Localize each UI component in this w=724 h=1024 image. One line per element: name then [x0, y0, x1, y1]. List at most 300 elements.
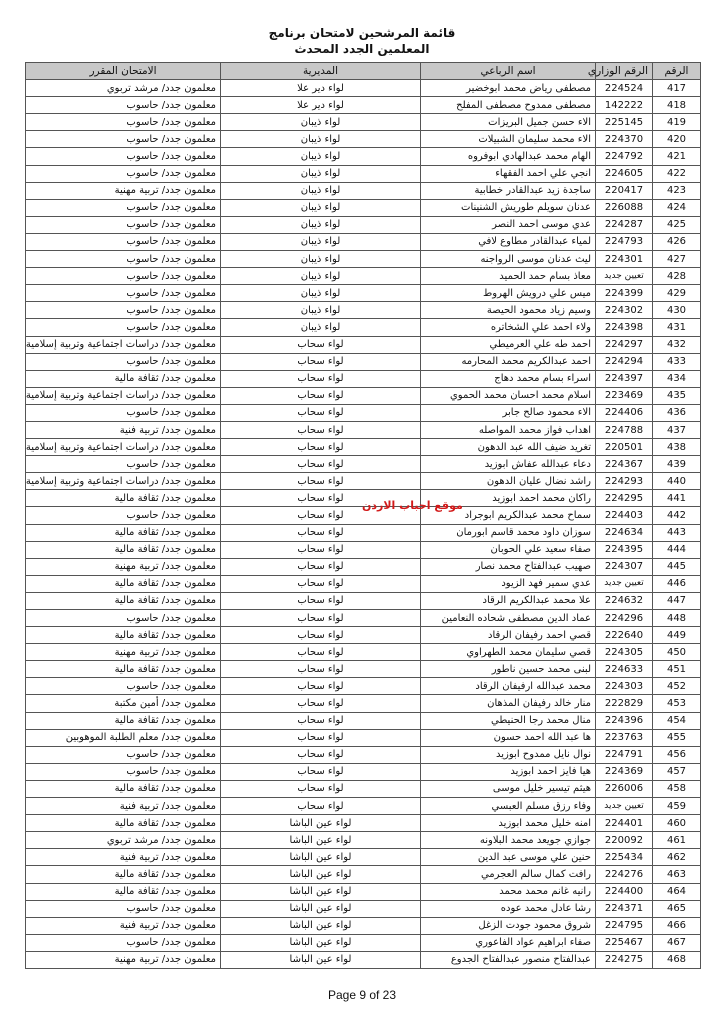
national-id-cell: 224401: [596, 815, 653, 832]
exam-cell: معلمون جدد/ ثقافة مالية: [26, 712, 221, 729]
national-id-cell: 224398: [596, 319, 653, 336]
directorate-cell: لواء سحاب: [221, 678, 421, 695]
national-id-cell: 224795: [596, 917, 653, 934]
exam-cell: معلمون جدد/ حاسوب: [26, 900, 221, 917]
national-id-cell: 220501: [596, 439, 653, 456]
row-number-cell: 452: [653, 678, 701, 695]
candidate-name-cell: ميس علي درويش الهروط: [421, 285, 596, 302]
table-row: [26, 148, 701, 165]
directorate-cell: لواء سحاب: [221, 627, 421, 644]
national-id-cell: 226006: [596, 780, 653, 797]
exam-cell: معلمون جدد/ معلم الطلبة الموهوبين: [26, 729, 221, 746]
directorate-cell: لواء سحاب: [221, 490, 421, 507]
table-row: [26, 268, 701, 285]
exam-cell: معلمون جدد/ حاسوب: [26, 199, 221, 216]
exam-cell: معلمون جدد/ ثقافة مالية: [26, 883, 221, 900]
directorate-cell: لواء ذيبان: [221, 148, 421, 165]
candidate-name-cell: وسيم زياد محمود الحيصة: [421, 302, 596, 319]
candidate-name-cell: الاء محمود صالح جابر: [421, 404, 596, 421]
row-number-cell: 438: [653, 439, 701, 456]
candidate-name-cell: سوزان داود محمد قاسم ابورمان: [421, 524, 596, 541]
row-number-cell: 424: [653, 199, 701, 216]
directorate-cell: لواء سحاب: [221, 473, 421, 490]
row-number-cell: 427: [653, 251, 701, 268]
table-row: [26, 199, 701, 216]
exam-cell: معلمون جدد/ مرشد تربوي: [26, 832, 221, 849]
row-number-cell: 455: [653, 729, 701, 746]
exam-cell: معلمون جدد/ حاسوب: [26, 353, 221, 370]
national-id-cell: 220092: [596, 832, 653, 849]
exam-cell: معلمون جدد/ حاسوب: [26, 319, 221, 336]
table-row: [26, 114, 701, 131]
row-number-cell: 450: [653, 644, 701, 661]
table-row: [26, 336, 701, 353]
column-header-national-id: الرقم الوزاري: [596, 63, 653, 80]
candidate-name-cell: عدي موسى احمد النصر: [421, 216, 596, 233]
directorate-cell: لواء سحاب: [221, 763, 421, 780]
row-number-cell: 448: [653, 610, 701, 627]
directorate-cell: لواء سحاب: [221, 712, 421, 729]
row-number-cell: 426: [653, 233, 701, 250]
directorate-cell: لواء عين الباشا: [221, 815, 421, 832]
exam-cell: معلمون جدد/ ثقافة مالية: [26, 592, 221, 609]
exam-cell: معلمون جدد/ تربية فنية: [26, 917, 221, 934]
row-number-cell: 464: [653, 883, 701, 900]
directorate-cell: لواء سحاب: [221, 524, 421, 541]
candidate-name-cell: عبدالفتاح منصور عبدالفتاح الجدوع: [421, 951, 596, 968]
row-number-cell: 444: [653, 541, 701, 558]
candidate-name-cell: احمد عبدالكريم محمد المحارمه: [421, 353, 596, 370]
row-number-cell: 453: [653, 695, 701, 712]
row-number-cell: 422: [653, 165, 701, 182]
candidate-name-cell: شروق محمود جودت الزغل: [421, 917, 596, 934]
national-id-cell: 223469: [596, 387, 653, 404]
table-row: [26, 695, 701, 712]
national-id-cell: 224295: [596, 490, 653, 507]
row-number-cell: 463: [653, 866, 701, 883]
table-row: [26, 592, 701, 609]
exam-cell: معلمون جدد/ حاسوب: [26, 97, 221, 114]
table-row: [26, 319, 701, 336]
directorate-cell: لواء ذيبان: [221, 319, 421, 336]
exam-cell: معلمون جدد/ مرشد تربوي: [26, 80, 221, 97]
national-id-cell: 224395: [596, 541, 653, 558]
national-id-cell: 224303: [596, 678, 653, 695]
national-id-cell: 224791: [596, 746, 653, 763]
exam-cell: معلمون جدد/ حاسوب: [26, 934, 221, 951]
row-number-cell: 433: [653, 353, 701, 370]
exam-cell: معلمون جدد/ دراسات اجتماعية وتربية إسلامية: [26, 387, 221, 404]
row-number-cell: 465: [653, 900, 701, 917]
table-row: [26, 439, 701, 456]
directorate-cell: لواء عين الباشا: [221, 849, 421, 866]
table-row: [26, 558, 701, 575]
table-row: [26, 610, 701, 627]
row-number-cell: 459: [653, 798, 701, 815]
row-number-cell: 439: [653, 456, 701, 473]
exam-cell: معلمون جدد/ تربية فنية: [26, 849, 221, 866]
exam-cell: معلمون جدد/ ثقافة مالية: [26, 815, 221, 832]
table-row: [26, 917, 701, 934]
table-row: [26, 746, 701, 763]
row-number-cell: 432: [653, 336, 701, 353]
candidate-name-cell: ليث عدنان موسى الرواجنه: [421, 251, 596, 268]
table-row: [26, 951, 701, 968]
row-number-cell: 421: [653, 148, 701, 165]
national-id-cell: 224301: [596, 251, 653, 268]
row-number-cell: 447: [653, 592, 701, 609]
exam-cell: معلمون جدد/ حاسوب: [26, 268, 221, 285]
table-row: [26, 815, 701, 832]
directorate-cell: لواء سحاب: [221, 558, 421, 575]
directorate-cell: لواء ذيبان: [221, 131, 421, 148]
directorate-cell: لواء دير علا: [221, 80, 421, 97]
row-number-cell: 454: [653, 712, 701, 729]
national-id-cell: 224634: [596, 524, 653, 541]
row-number-cell: 456: [653, 746, 701, 763]
directorate-cell: لواء سحاب: [221, 695, 421, 712]
document-title: قائمة المرشحين لامتحان برنامج: [268, 26, 456, 40]
column-header-directorate: المديرية: [221, 63, 421, 80]
exam-cell: معلمون جدد/ ثقافة مالية: [26, 575, 221, 592]
candidate-name-cell: صفاء سعيد علي الحوبان: [421, 541, 596, 558]
directorate-cell: لواء سحاب: [221, 439, 421, 456]
table-row: [26, 353, 701, 370]
candidate-name-cell: ساجدة زيد عبدالقادر خطابية: [421, 182, 596, 199]
exam-cell: معلمون جدد/ حاسوب: [26, 678, 221, 695]
exam-cell: معلمون جدد/ حاسوب: [26, 404, 221, 421]
exam-cell: معلمون جدد/ حاسوب: [26, 456, 221, 473]
directorate-cell: لواء ذيبان: [221, 199, 421, 216]
directorate-cell: لواء ذيبان: [221, 233, 421, 250]
candidate-name-cell: راكان محمد احمد ابوزيد: [421, 490, 596, 507]
table-row: [26, 763, 701, 780]
national-id-cell: 224399: [596, 285, 653, 302]
row-number-cell: 461: [653, 832, 701, 849]
table-row: [26, 575, 701, 592]
candidate-name-cell: اهداب فواز محمد المواصله: [421, 421, 596, 438]
national-id-cell: 224367: [596, 456, 653, 473]
row-number-cell: 425: [653, 216, 701, 233]
exam-cell: معلمون جدد/ تربية فنية: [26, 421, 221, 438]
table-row: [26, 285, 701, 302]
national-id-cell: 224287: [596, 216, 653, 233]
candidate-name-cell: معاذ بسام حمد الحميد: [421, 268, 596, 285]
exam-cell: معلمون جدد/ حاسوب: [26, 114, 221, 131]
row-number-cell: 434: [653, 370, 701, 387]
row-number-cell: 418: [653, 97, 701, 114]
exam-cell: معلمون جدد/ حاسوب: [26, 610, 221, 627]
exam-cell: معلمون جدد/ دراسات اجتماعية وتربية إسلامية: [26, 336, 221, 353]
table-row: [26, 131, 701, 148]
national-id-cell: تعيين جديد: [596, 798, 653, 815]
table-row: [26, 900, 701, 917]
table-row: [26, 97, 701, 114]
row-number-cell: 446: [653, 575, 701, 592]
exam-cell: معلمون جدد/ ثقافة مالية: [26, 661, 221, 678]
exam-cell: معلمون جدد/ تربية مهنية: [26, 951, 221, 968]
national-id-cell: 224293: [596, 473, 653, 490]
candidate-name-cell: لبنى محمد حسين ناطور: [421, 661, 596, 678]
table-row: [26, 404, 701, 421]
exam-cell: معلمون جدد/ حاسوب: [26, 763, 221, 780]
national-id-cell: 225467: [596, 934, 653, 951]
table-row: [26, 182, 701, 199]
directorate-cell: لواء ذيبان: [221, 268, 421, 285]
national-id-cell: 224276: [596, 866, 653, 883]
candidate-name-cell: الاء حسن جميل البريزات: [421, 114, 596, 131]
candidate-name-cell: محمد عبدالله ارفيفان الرقاد: [421, 678, 596, 695]
directorate-cell: لواء سحاب: [221, 370, 421, 387]
table-row: [26, 302, 701, 319]
table-row: [26, 387, 701, 404]
directorate-cell: لواء ذيبان: [221, 182, 421, 199]
candidate-name-cell: ولاء احمد علي الشخاتره: [421, 319, 596, 336]
exam-cell: معلمون جدد/ ثقافة مالية: [26, 524, 221, 541]
directorate-cell: لواء سحاب: [221, 780, 421, 797]
candidate-name-cell: سماح محمد عبدالكريم ابوجراد: [421, 507, 596, 524]
directorate-cell: لواء سحاب: [221, 507, 421, 524]
directorate-cell: لواء سحاب: [221, 353, 421, 370]
table-row: [26, 80, 701, 97]
directorate-cell: لواء سحاب: [221, 387, 421, 404]
exam-cell: معلمون جدد/ حاسوب: [26, 131, 221, 148]
exam-cell: معلمون جدد/ حاسوب: [26, 285, 221, 302]
table-body: [26, 80, 701, 969]
candidate-name-cell: نوال نايل ممدوح ابوزيد: [421, 746, 596, 763]
national-id-cell: 224297: [596, 336, 653, 353]
directorate-cell: لواء عين الباشا: [221, 883, 421, 900]
candidate-name-cell: لمياء عبدالقادر مطاوع لافي: [421, 233, 596, 250]
candidate-name-cell: راشد نضال عليان الدهون: [421, 473, 596, 490]
table-row: [26, 473, 701, 490]
exam-cell: معلمون جدد/ تربية فنية: [26, 798, 221, 815]
row-number-cell: 423: [653, 182, 701, 199]
exam-cell: معلمون جدد/ حاسوب: [26, 148, 221, 165]
directorate-cell: لواء ذيبان: [221, 251, 421, 268]
national-id-cell: 224369: [596, 763, 653, 780]
candidate-name-cell: رانيه غانم محمد محمد: [421, 883, 596, 900]
row-number-cell: 451: [653, 661, 701, 678]
candidate-name-cell: هيثم تيسير خليل موسى: [421, 780, 596, 797]
table-row: [26, 780, 701, 797]
exam-cell: معلمون جدد/ ثقافة مالية: [26, 627, 221, 644]
directorate-cell: لواء سحاب: [221, 661, 421, 678]
directorate-cell: لواء ذيبان: [221, 216, 421, 233]
exam-cell: معلمون جدد/ أمين مكتبة: [26, 695, 221, 712]
table-row: [26, 712, 701, 729]
national-id-cell: 224296: [596, 610, 653, 627]
row-number-cell: 430: [653, 302, 701, 319]
directorate-cell: لواء سحاب: [221, 746, 421, 763]
row-number-cell: 417: [653, 80, 701, 97]
row-number-cell: 466: [653, 917, 701, 934]
directorate-cell: لواء ذيبان: [221, 302, 421, 319]
directorate-cell: لواء سحاب: [221, 610, 421, 627]
row-number-cell: 429: [653, 285, 701, 302]
exam-cell: معلمون جدد/ ثقافة مالية: [26, 780, 221, 797]
exam-cell: معلمون جدد/ حاسوب: [26, 251, 221, 268]
row-number-cell: 449: [653, 627, 701, 644]
table-row: [26, 832, 701, 849]
national-id-cell: 220417: [596, 182, 653, 199]
column-header-name: اسم الرباعي: [421, 63, 596, 80]
table-row: [26, 883, 701, 900]
directorate-cell: لواء سحاب: [221, 336, 421, 353]
directorate-cell: لواء سحاب: [221, 404, 421, 421]
table-row: [26, 627, 701, 644]
candidate-name-cell: مصطفى ممدوح مصطفى المفلح: [421, 97, 596, 114]
row-number-cell: 420: [653, 131, 701, 148]
national-id-cell: 224307: [596, 558, 653, 575]
table-row: [26, 524, 701, 541]
national-id-cell: 224396: [596, 712, 653, 729]
exam-cell: معلمون جدد/ تربية مهنية: [26, 182, 221, 199]
national-id-cell: تعيين جديد: [596, 575, 653, 592]
directorate-cell: لواء ذيبان: [221, 165, 421, 182]
national-id-cell: 224524: [596, 80, 653, 97]
directorate-cell: لواء سحاب: [221, 592, 421, 609]
candidate-name-cell: منار خالد رفيفان المذهان: [421, 695, 596, 712]
national-id-cell: 224633: [596, 661, 653, 678]
directorate-cell: لواء سحاب: [221, 644, 421, 661]
table-row: [26, 934, 701, 951]
candidate-name-cell: منال محمد رجا الحنيطي: [421, 712, 596, 729]
row-number-cell: 436: [653, 404, 701, 421]
national-id-cell: 224793: [596, 233, 653, 250]
exam-cell: معلمون جدد/ دراسات اجتماعية وتربية إسلامية: [26, 473, 221, 490]
candidate-name-cell: دعاء عبدالله عفاش ابوزيد: [421, 456, 596, 473]
directorate-cell: لواء عين الباشا: [221, 951, 421, 968]
table-row: [26, 729, 701, 746]
exam-cell: معلمون جدد/ ثقافة مالية: [26, 490, 221, 507]
table-row: [26, 866, 701, 883]
directorate-cell: لواء سحاب: [221, 575, 421, 592]
exam-cell: معلمون جدد/ ثقافة مالية: [26, 541, 221, 558]
national-id-cell: 224605: [596, 165, 653, 182]
exam-cell: معلمون جدد/ حاسوب: [26, 216, 221, 233]
directorate-cell: لواء سحاب: [221, 729, 421, 746]
national-id-cell: 224302: [596, 302, 653, 319]
national-id-cell: 224294: [596, 353, 653, 370]
exam-cell: معلمون جدد/ دراسات اجتماعية وتربية إسلامية: [26, 439, 221, 456]
candidate-name-cell: عماد الدين مصطفى شحاده النعامين: [421, 610, 596, 627]
row-number-cell: 440: [653, 473, 701, 490]
row-number-cell: 468: [653, 951, 701, 968]
document-subtitle: المعلمين الجدد المحدث: [294, 42, 430, 56]
exam-cell: معلمون جدد/ حاسوب: [26, 302, 221, 319]
table-row: [26, 849, 701, 866]
exam-cell: معلمون جدد/ ثقافة مالية: [26, 866, 221, 883]
candidate-name-cell: هيا فايز احمد ابوزيد: [421, 763, 596, 780]
row-number-cell: 428: [653, 268, 701, 285]
national-id-cell: 224632: [596, 592, 653, 609]
national-id-cell: 224397: [596, 370, 653, 387]
national-id-cell: 223763: [596, 729, 653, 746]
national-id-cell: 224400: [596, 883, 653, 900]
table-row: [26, 661, 701, 678]
directorate-cell: لواء عين الباشا: [221, 917, 421, 934]
national-id-cell: 224371: [596, 900, 653, 917]
directorate-cell: لواء عين الباشا: [221, 900, 421, 917]
table-row: [26, 678, 701, 695]
candidate-name-cell: قصي سليمان محمد الطهراوي: [421, 644, 596, 661]
national-id-cell: 224403: [596, 507, 653, 524]
exam-cell: معلمون جدد/ حاسوب: [26, 165, 221, 182]
candidate-name-cell: عدي سمير فهد الزيود: [421, 575, 596, 592]
exam-cell: معلمون جدد/ تربية مهنية: [26, 558, 221, 575]
candidate-name-cell: احمد طه علي العرميطي: [421, 336, 596, 353]
exam-cell: معلمون جدد/ حاسوب: [26, 233, 221, 250]
national-id-cell: 142222: [596, 97, 653, 114]
candidate-name-cell: رشا عادل محمد عوده: [421, 900, 596, 917]
directorate-cell: لواء عين الباشا: [221, 832, 421, 849]
row-number-cell: 460: [653, 815, 701, 832]
row-number-cell: 462: [653, 849, 701, 866]
candidate-name-cell: اسلام محمد احسان محمد الحموي: [421, 387, 596, 404]
table-row: [26, 251, 701, 268]
site-watermark: موقع احباب الاردن: [362, 499, 463, 512]
candidate-name-cell: تغريد ضيف الله عبد الدهون: [421, 439, 596, 456]
row-number-cell: 442: [653, 507, 701, 524]
directorate-cell: لواء سحاب: [221, 798, 421, 815]
row-number-cell: 419: [653, 114, 701, 131]
candidates-table: [25, 62, 701, 969]
national-id-cell: 224406: [596, 404, 653, 421]
directorate-cell: لواء دير علا: [221, 97, 421, 114]
row-number-cell: 435: [653, 387, 701, 404]
row-number-cell: 441: [653, 490, 701, 507]
table-row: [26, 165, 701, 182]
directorate-cell: لواء ذيبان: [221, 114, 421, 131]
table-row: [26, 456, 701, 473]
table-row: [26, 370, 701, 387]
candidate-name-cell: اسراء بسام محمد دهاج: [421, 370, 596, 387]
national-id-cell: 225145: [596, 114, 653, 131]
directorate-cell: لواء سحاب: [221, 421, 421, 438]
candidate-name-cell: الاء محمد سليمان الشبيلات: [421, 131, 596, 148]
row-number-cell: 457: [653, 763, 701, 780]
row-number-cell: 431: [653, 319, 701, 336]
candidate-name-cell: صهيب عبدالفتاح محمد نصار: [421, 558, 596, 575]
national-id-cell: 224788: [596, 421, 653, 438]
national-id-cell: 224370: [596, 131, 653, 148]
candidate-name-cell: ها عبد الله احمد حسون: [421, 729, 596, 746]
table-row: [26, 644, 701, 661]
exam-cell: معلمون جدد/ حاسوب: [26, 746, 221, 763]
directorate-cell: لواء ذيبان: [221, 285, 421, 302]
directorate-cell: لواء عين الباشا: [221, 934, 421, 951]
candidate-name-cell: صفاء ابراهيم عواد الفاعوري: [421, 934, 596, 951]
candidate-name-cell: حنين علي موسى عبد الدين: [421, 849, 596, 866]
exam-cell: معلمون جدد/ تربية مهنية: [26, 644, 221, 661]
candidate-name-cell: عدنان سويلم طوريش الشنينات: [421, 199, 596, 216]
table-row: [26, 798, 701, 815]
row-number-cell: 445: [653, 558, 701, 575]
national-id-cell: 224275: [596, 951, 653, 968]
exam-cell: معلمون جدد/ حاسوب: [26, 507, 221, 524]
candidate-name-cell: امنه خليل محمد ابوزيد: [421, 815, 596, 832]
directorate-cell: لواء عين الباشا: [221, 866, 421, 883]
row-number-cell: 458: [653, 780, 701, 797]
directorate-cell: لواء سحاب: [221, 456, 421, 473]
table-row: [26, 233, 701, 250]
candidate-name-cell: مصطفى رياض محمد ابوخضير: [421, 80, 596, 97]
national-id-cell: 226088: [596, 199, 653, 216]
table-row: [26, 216, 701, 233]
candidate-name-cell: جوازي جويعد محمد البلاونه: [421, 832, 596, 849]
directorate-cell: لواء سحاب: [221, 541, 421, 558]
